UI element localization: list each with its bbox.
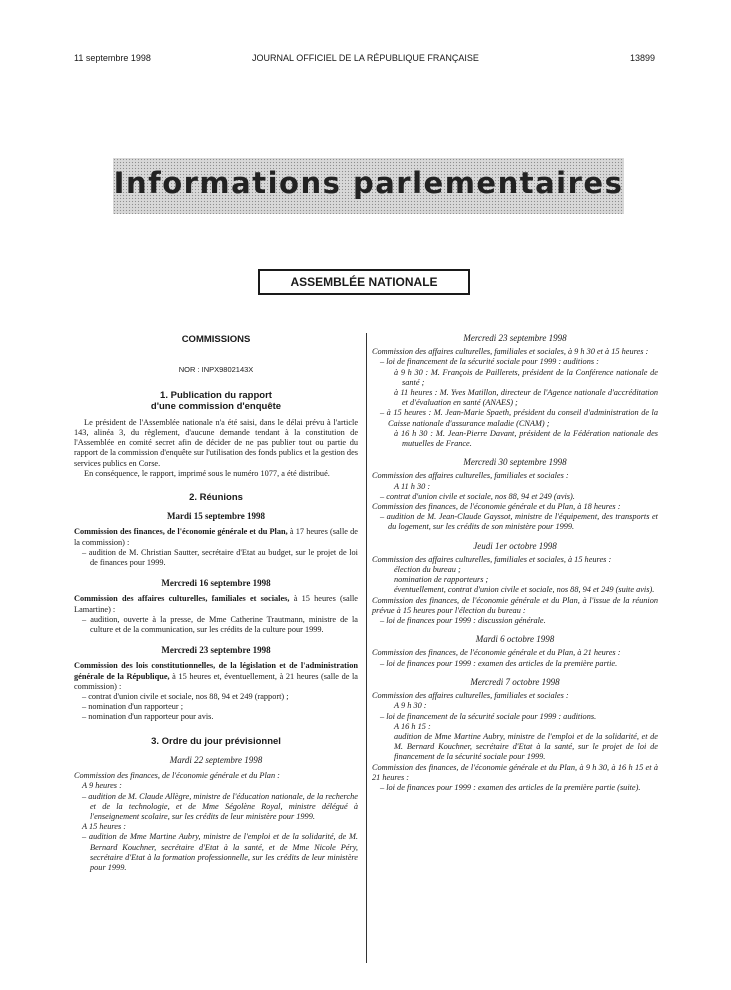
agenda-item: – audition de Mme Martine Aubry, ministre de l'emploi et de la solidarité, de M. Bernard Kouchner, secrétaire d'Etat à la santé, et de Mme Nicole Péry, secrétaire d'Etat à la formation professionnelle, sur les crédits de leur ministère pour 1999. <box>82 832 358 872</box>
day-heading: Mercredi 16 septembre 1998 <box>161 578 271 589</box>
day-heading: Mardi 15 septembre 1998 <box>166 511 266 522</box>
time-slot: A 9 heures : <box>82 781 122 791</box>
assembly-heading: ASSEMBLÉE NATIONALE <box>258 269 470 295</box>
meeting-entry <box>74 527 358 547</box>
agenda-item: – loi de financement de la sécurité sociale pour 1999 : auditions. <box>380 711 597 721</box>
agenda-subitem: à 16 h 30 : M. Jean-Pierre Davant, président de la Fédération nationale des mutuelles de France. <box>394 428 658 449</box>
day-heading: Mardi 6 octobre 1998 <box>475 634 555 645</box>
committee-name: Commission des finances, de l'économie générale et du Plan, <box>74 527 288 537</box>
paragraph-1: Le président de l'Assemblée nationale n'a été saisi, dans le délai prévu à l'article 143, alinéa 3, du règlement, d'aucune demande tendant à la constitution de l'Assemblée en comité secret afin de décider de ne pas publier tout ou partie du rapport de la commission d'enquête sur l'utilisation des fonds publics et la gestion des services publics en Corse. <box>74 417 358 468</box>
committee-name: Commission des finances, de l'économie générale et du Plan, à 21 heures : <box>372 648 621 658</box>
agenda-item: – loi de finances pour 1999 : examen des articles de la première partie. <box>380 658 618 668</box>
header-page-number: 13899 <box>629 53 655 63</box>
header-date: 11 septembre 1998 <box>74 53 151 63</box>
nor-reference: NOR : INPX9802143X <box>178 365 254 375</box>
agenda-item: élection du bureau ; <box>394 565 461 575</box>
agenda-item: – audition, ouverte à la presse, de Mme Catherine Trautmann, ministre de la culture et de la communication, sur les crédits de la culture pour 1999. <box>82 614 358 635</box>
meeting-time: à 15 heures (salle Lamartine) : <box>74 594 358 614</box>
committee-name: Commission des affaires culturelles, familiales et sociales, à 15 heures : <box>372 554 612 564</box>
meeting-entry <box>74 594 358 614</box>
time-slot: A 16 h 15 : <box>394 721 431 731</box>
committee-name: Commission des affaires culturelles, familiales et sociales, à 9 h 30 et à 15 heures : <box>372 347 649 357</box>
committee-name: Commission des affaires culturelles, familiales et sociales : <box>372 471 569 481</box>
page-header <box>0 53 731 69</box>
right-column <box>372 333 658 793</box>
heading-1a: 1. Publication du rapport <box>160 390 272 402</box>
agenda-item: – contrat d'union civile et sociale, nos 88, 94 et 249 (avis). <box>380 491 575 501</box>
banner-title: Informations parlementaires <box>113 166 624 200</box>
committee-name: Commission des affaires culturelles, familiales et sociales, <box>74 594 290 604</box>
agenda-item: – audition de M. Claude Allègre, ministre de l'éducation nationale, de la recherche et de la technologie, et de Mme Ségolène Royal, ministre délégué à l'enseignement scolaire, sur les crédits de leur ministère pour 1999. <box>82 791 358 821</box>
meeting-time: à 17 heures (salle de la commission) : <box>74 527 358 547</box>
committee-name: Commission des finances, de l'économie générale et du Plan, à 9 h 30, à 16 h 15 et à 21 heures : <box>372 762 658 782</box>
committee-name: Commission des finances, de l'économie générale et du Plan, à 18 heures : <box>372 502 621 512</box>
column-divider <box>366 333 367 963</box>
agenda-subitem: à 11 heures : M. Yves Matillon, directeur de l'Agence nationale d'accréditation et d'évaluation en santé (ANAES) ; <box>394 388 658 408</box>
agenda-item: – loi de finances pour 1999 : discussion générale. <box>380 616 546 626</box>
heading-3: 3. Ordre du jour prévisionnel <box>151 735 281 747</box>
agenda-item: audition de Mme Martine Aubry, ministre de l'emploi et de la solidarité, et de M. Bernard Kouchner, secrétaire d'Etat à la santé, sur le projet de loi de financement de la sécurité sociale pour 1999. <box>394 731 658 762</box>
agenda-item: – nomination d'un rapporteur pour avis. <box>82 712 214 722</box>
day-heading: Mercredi 23 septembre 1998 <box>161 645 271 656</box>
header-title: JOURNAL OFFICIEL DE LA RÉPUBLIQUE FRANÇAISE <box>252 53 479 63</box>
committee-name: Commission des finances, de l'économie générale et du Plan : <box>74 771 280 781</box>
day-heading: Mercredi 7 octobre 1998 <box>470 676 560 687</box>
heading-1b: d'une commission d'enquête <box>150 400 282 412</box>
heading-2: 2. Réunions <box>189 492 243 504</box>
time-slot: A 9 h 30 : <box>394 701 427 711</box>
day-heading: Mardi 22 septembre 1998 <box>169 754 263 765</box>
agenda-item: éventuellement, contrat d'union civile et sociale, nos 88, 94 et 249 (suite avis). <box>394 585 655 595</box>
time-slot: A 15 heures : <box>82 822 127 832</box>
committee-name: Commission des finances, de l'économie générale et du Plan, à l'issue de la réunion prévue à 15 heures pour l'élection du bureau : <box>372 595 658 615</box>
paragraph-2: En conséquence, le rapport, imprimé sous le numéro 1077, a été distribué. <box>84 468 330 478</box>
agenda-item: – contrat d'union civile et sociale, nos 88, 94 et 249 (rapport) ; <box>82 692 289 702</box>
committee-name: Commission des lois constitutionnelles, de la législation et de l'administration générale de la République, <box>74 661 358 681</box>
day-heading: Mercredi 23 septembre 1998 <box>463 333 567 343</box>
section-banner <box>113 158 624 214</box>
commissions-heading: COMMISSIONS <box>181 334 251 345</box>
time-slot: A 11 h 30 : <box>394 481 431 491</box>
agenda-item: nomination de rapporteurs ; <box>394 575 489 585</box>
agenda-subitem: à 9 h 30 : M. François de Paillerets, président de la Conférence nationale de santé ; <box>394 367 658 387</box>
day-heading: Jeudi 1er octobre 1998 <box>473 540 557 551</box>
agenda-item: – audition de M. Christian Sautter, secrétaire d'Etat au budget, sur le projet de loi de finances pour 1999. <box>82 547 358 568</box>
agenda-subitem: – à 15 heures : M. Jean-Marie Spaeth, président du conseil d'administration de la Caisse nationale d'assurance maladie (CNAM) ; <box>380 408 658 428</box>
day-heading: Mercredi 30 septembre 1998 <box>463 457 567 468</box>
meeting-time: à 15 heures et, éventuellement, à 21 heures (salle de la commission) : <box>74 671 358 691</box>
agenda-item: – audition de M. Jean-Claude Gayssot, ministre de l'équipement, des transports et du logement, sur les crédits de son ministère pour 1999. <box>380 512 658 532</box>
meeting-entry <box>74 661 358 692</box>
committee-name: Commission des affaires culturelles, familiales et sociales : <box>372 691 569 701</box>
left-column <box>74 333 358 873</box>
agenda-item: – loi de financement de la sécurité sociale pour 1999 : auditions : <box>380 357 599 367</box>
agenda-item: – nomination d'un rapporteur ; <box>82 702 184 712</box>
agenda-item: – loi de finances pour 1999 : examen des articles de la première partie (suite). <box>380 782 641 792</box>
